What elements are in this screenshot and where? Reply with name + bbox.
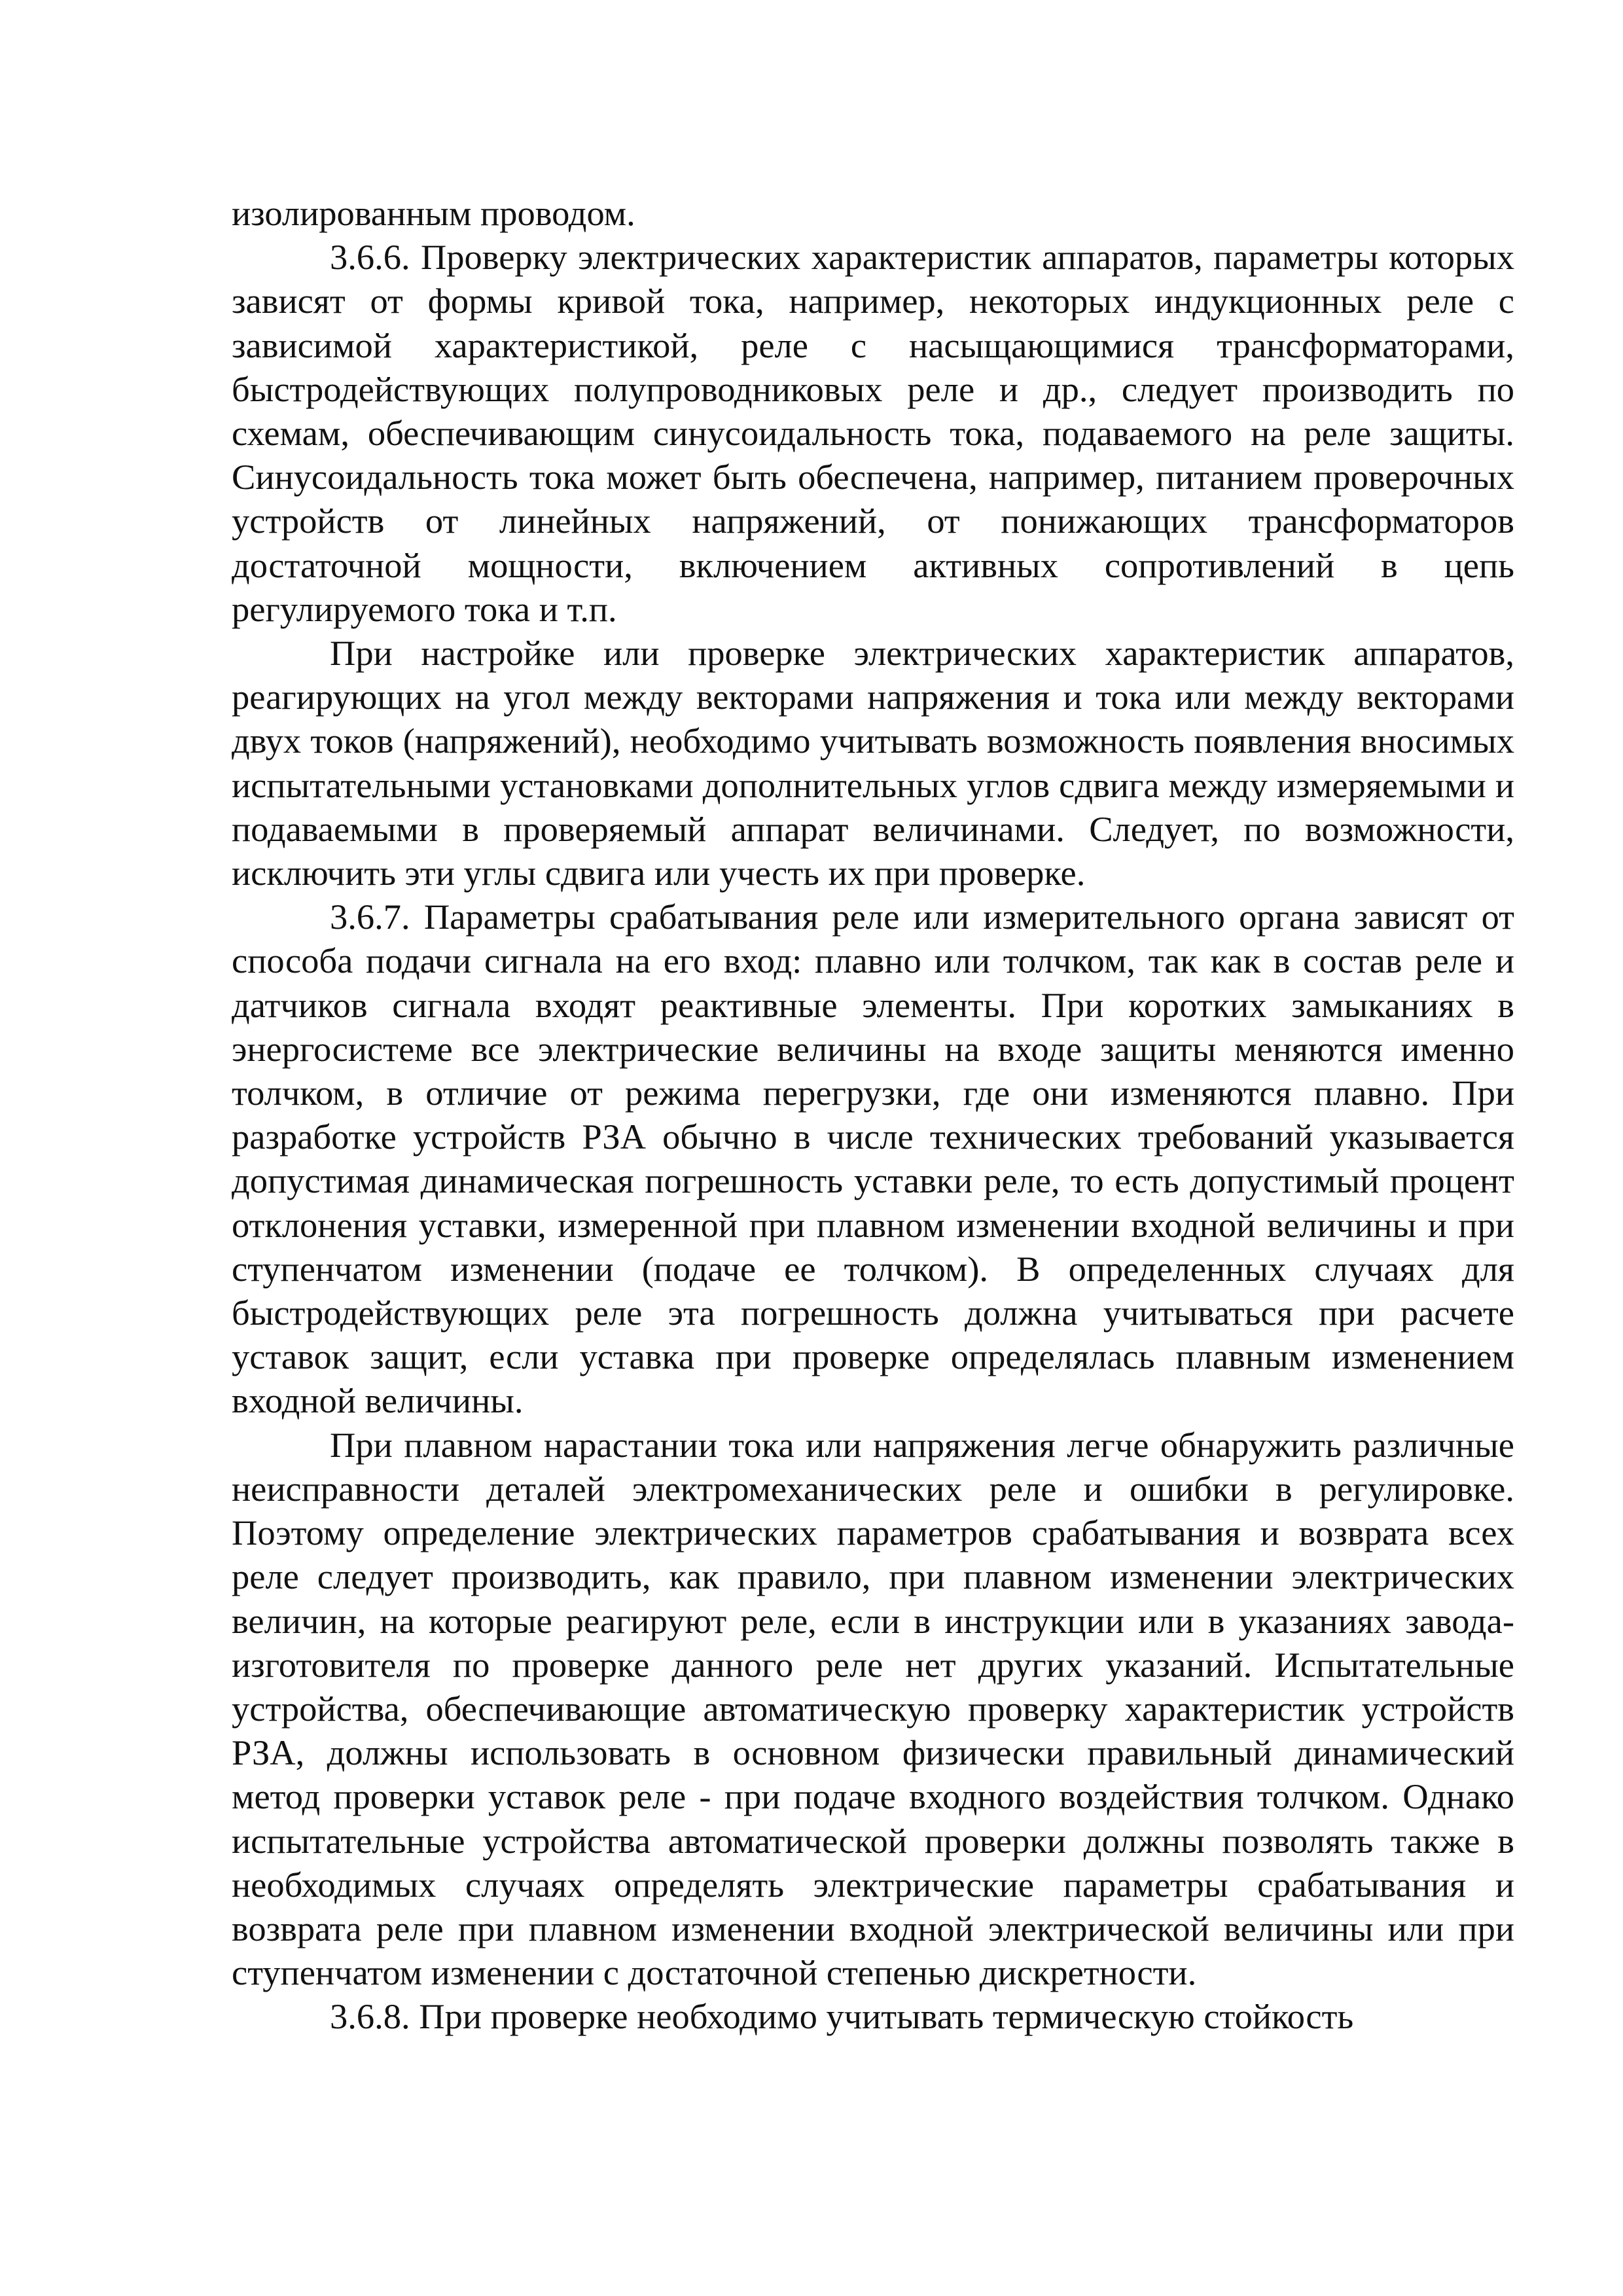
paragraph-3-6-7: 3.6.7. Параметры срабатывания реле или измерительного органа зависят от способа подачи сигнала на его вход: плавно или толчком, так как в состав реле и датчиков сигнала входят реактивные элементы. При коротких замыканиях в энергосистеме все электрические величины на входе защиты меняются именно толчком, в отличие от режима перегрузки, где они изменяются плавно. При разработке устройств РЗА обычно в числе технических требований указывается допустимая динамическая погрешность уставки реле, то есть допустимый процент отклонения уставки, измеренной при плавном изменении входной величины и при ступенчатом изменении (подаче ее толчком). В определенных случаях для быстродействующих реле эта погрешность должна учитываться при расчете уставок защит, если уставка при проверке определялась плавным изменением входной величины. (232, 897, 1514, 1421)
paragraph-3-6-6: 3.6.6. Проверку электрических характеристик аппаратов, параметры которых зависят от формы кривой тока, например, некоторых индукционных реле с зависимой характеристикой, реле с насыщающимися трансформаторами, быстродействующих полупроводниковых реле и др., следует производить по схемам, обеспечивающим синусоидальность тока, подаваемого на реле защиты. Синусоидальность тока может быть обеспечена, например, питанием проверочных устройств от линейных напряжений, от понижающих трансформаторов достаточной мощности, включением активных сопротивлений в цепь регулируемого тока и т.п. (232, 237, 1514, 629)
paragraph-phase-angle: При настройке или проверке электрических характеристик аппаратов, реагирующих на угол между векторами напряжения и тока или между векторами двух токов (напряжений), необходимо учитывать возможность появления вносимых испытательными установками дополнительных углов сдвига между измеряемыми и подаваемыми в проверяемый аппарат величинами. Следует, по возможности, исключить эти углы сдвига или учесть их при проверке. (232, 633, 1514, 893)
paragraph-continuation: изолированным проводом. (232, 193, 635, 233)
paragraph-3-6-8: 3.6.8. При проверке необходимо учитывать термическую стойкость (330, 1996, 1354, 2037)
paragraph-smooth-rise: При плавном нарастании тока или напряжения легче обнаружить различные неисправности деталей электромеханических реле и ошибки в регулировке. Поэтому определение электрических параметров срабатывания и возврата всех реле следует производить, как правило, при плавном изменении электрических величин, на которые реагируют реле, если в инструкции или в указаниях завода-изготовителя по проверке данного реле нет других указаний. Испытательные устройства, обеспечивающие автоматическую проверку характеристик устройств РЗА, должны использовать в основном физически правильный динамический метод проверки уставок реле - при подаче входного воздействия толчком. Однако испытательные устройства автоматической проверки должны позволять также в необходимых случаях определять электрические параметры срабатывания и возврата реле при плавном изменении входной электрической величины или при ступенчатом изменении с достаточной степенью дискретности. (232, 1424, 1514, 1993)
body-text (232, 191, 1514, 2039)
